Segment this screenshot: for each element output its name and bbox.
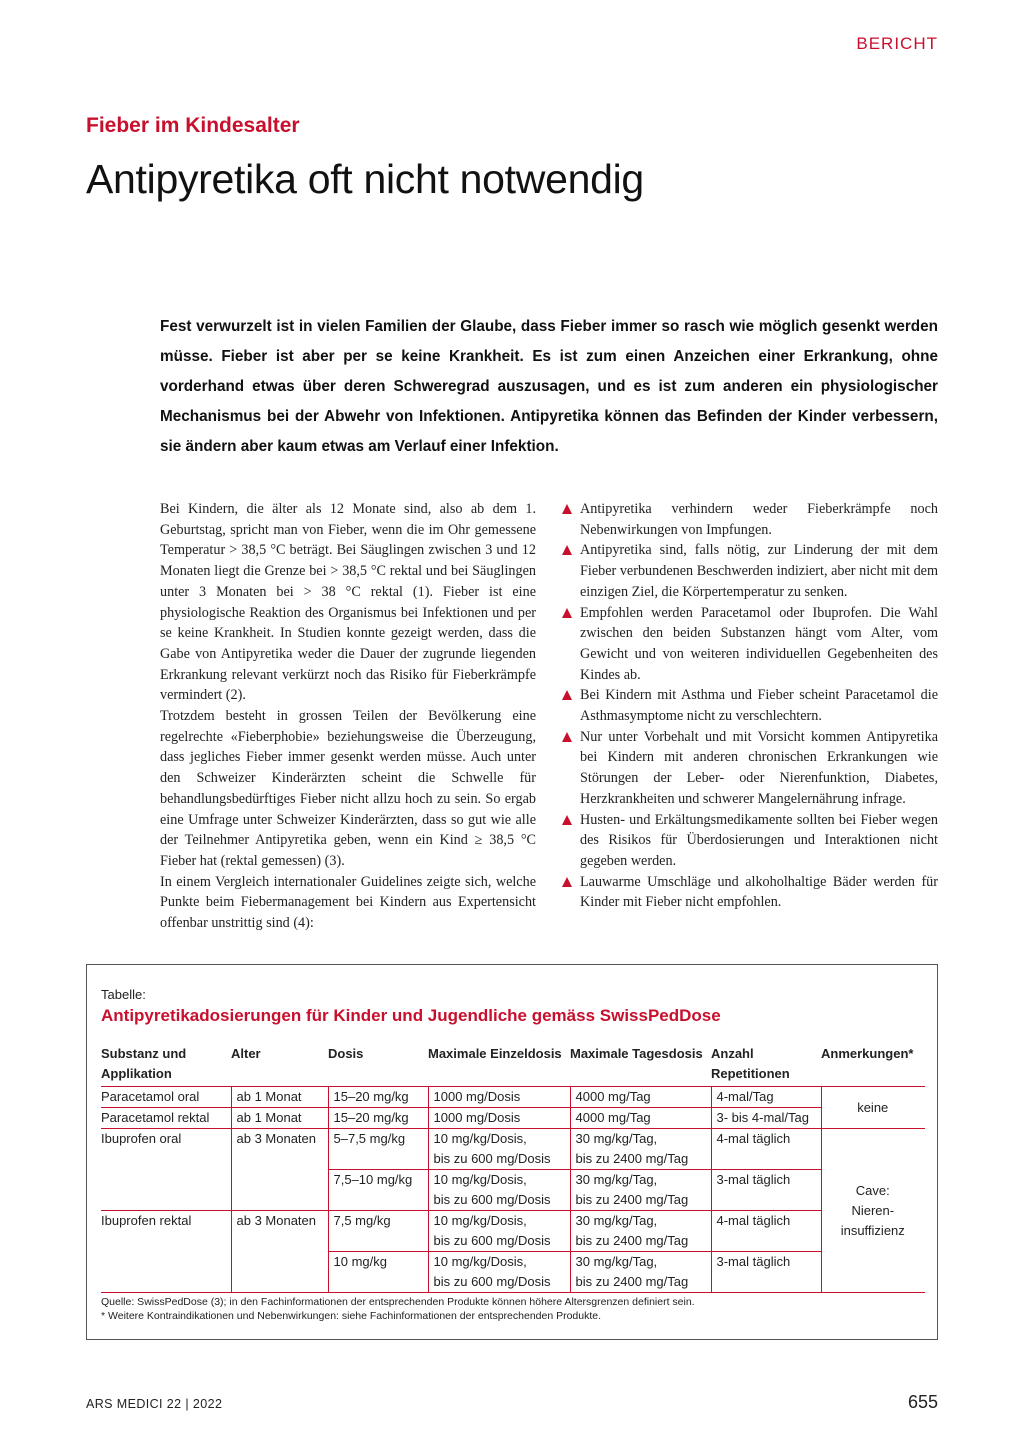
table-source-note: Quelle: SwissPedDose (3); in den Fachinformationen der entsprechenden Produkte können höhere Altersgrenzen definiert sein. [101, 1296, 695, 1308]
table-row [101, 1087, 925, 1108]
table-cell: 30 mg/kg/Tag, bis zu 2400 mg/Tag [570, 1211, 711, 1252]
column-header: Substanz und Applikation [101, 1043, 231, 1087]
column-header: Maximale Einzeldosis [428, 1043, 570, 1087]
article-title: Antipyretika oft nicht notwendig [86, 156, 644, 202]
table-cell: 3-mal täglich [711, 1170, 821, 1211]
table-cell: 10 mg/kg/Dosis, bis zu 600 mg/Dosis [428, 1211, 570, 1252]
triangle-bullet-icon [562, 608, 572, 618]
column-header: Anzahl Repetitionen [711, 1043, 821, 1087]
triangle-bullet-icon [562, 690, 572, 700]
body-column-left [160, 499, 536, 934]
table-cell: 10 mg/kg/Dosis, bis zu 600 mg/Dosis [428, 1129, 570, 1170]
table-cell: 10 mg/kg/Dosis, bis zu 600 mg/Dosis [428, 1170, 570, 1211]
body-paragraph: Trotzdem besteht in grossen Teilen der Bevölkerung eine regelrechte «Fieberphobie» beziehungsweise die Überzeugung, dass jegliches Fieber immer gesenkt werden müsse. Auch unter den Schweizer Kinderärzten scheint die Schwelle für behandlungsbedürftiges Fieber nicht allzu hoch zu sein. So ergab eine Umfrage unter Schweizer Kinderärzten, dass so gut wie alle der Teilnehmer Antipyretika geben, wenn ein Kind ≥ 38,5 °C Fieber hat (rektal gemessen) (3). [160, 708, 536, 869]
list-item-text: Bei Kindern mit Asthma und Fieber scheint Paracetamol die Asthmasymptome nicht zu verschlechtern. [580, 687, 938, 725]
table-cell: ab 1 Monat [231, 1108, 328, 1129]
table-cell: Ibuprofen oral [101, 1129, 231, 1211]
list-item [562, 810, 938, 872]
table-title: Antipyretikadosierungen für Kinder und Jugendliche gemäss SwissPedDose [101, 1006, 721, 1025]
body-column-right [562, 499, 938, 913]
list-item [562, 872, 938, 913]
table-footnote: * Weitere Kontraindikationen und Nebenwirkungen: siehe Fachinformationen der entsprechenden Produkte. [101, 1310, 602, 1322]
column-header: Maximale Tagesdosis [570, 1043, 711, 1087]
body-paragraph: In einem Vergleich internationaler Guidelines zeigte sich, welche Punkte beim Fiebermanagement bei Kindern aus Expertensicht offenbar unstrittig sind (4): [160, 873, 536, 932]
table-cell: 7,5–10 mg/kg [328, 1170, 428, 1211]
table-cell: 30 mg/kg/Tag, bis zu 2400 mg/Tag [570, 1129, 711, 1170]
list-item [562, 603, 938, 686]
list-item [562, 540, 938, 602]
table-cell: ab 3 Monaten [231, 1211, 328, 1293]
table-cell: 10 mg/kg [328, 1252, 428, 1293]
list-item-text: Antipyretika verhindern weder Fieberkrämpfe noch Nebenwirkungen von Impfungen. [580, 501, 938, 538]
remark-cell: keine [821, 1087, 925, 1129]
article-lead: Fest verwurzelt ist in vielen Familien der Glaube, dass Fieber immer so rasch wie möglich gesenkt werden müsse. Fieber ist aber per se keine Krankheit. Es ist zum einen Anzeichen einer Erkrankung, ohne vorderhand etwas über deren Schweregrad auszusagen, und es ist zum anderen ein physiologischer Mechanismus bei der Abwehr von Infektionen. Antipyretika können das Befinden der Kinder verbessern, sie ändern aber kaum etwas am Verlauf einer Infektion. [160, 318, 938, 455]
table-header-row [101, 1043, 925, 1087]
triangle-bullet-icon [562, 732, 572, 742]
article-kicker: Fieber im Kindesalter [86, 114, 300, 137]
table-row [101, 1108, 925, 1129]
table-row [101, 1211, 925, 1252]
table-cell: ab 3 Monaten [231, 1129, 328, 1211]
column-header: Dosis [328, 1043, 428, 1087]
remark-cell: Cave: Nieren- insuffizienz [821, 1129, 925, 1293]
triangle-bullet-icon [562, 504, 572, 514]
table-cell: 30 mg/kg/Tag, bis zu 2400 mg/Tag [570, 1170, 711, 1211]
table-label: Tabelle: [101, 987, 146, 1002]
table-cell: 1000 mg/Dosis [428, 1108, 570, 1129]
page-number: 655 [907, 1392, 938, 1412]
body-paragraph: Bei Kindern, die älter als 12 Monate sind, also ab dem 1. Geburtstag, spricht man von Fieber, wenn die im Ohr gemessene Temperatur > 38,5 °C beträgt. Bei Säuglingen zwischen 3 und 12 Monaten liegt die Grenze bei > 38,5 °C rektal und bei Säuglingen unter 3 Monaten bei > 38 °C rektal (1). Fieber ist eine physiologische Reaktion des Organismus bei Infektionen und per se keine Krankheit. In Studien konnte gezeigt werden, dass die Gabe von Antipyretika weder die Dauer der zugrunde liegenden Erkrankung relevant verkürzt noch das Risiko für Fieberkrämpfe vermindert (2). [160, 501, 536, 704]
list-item-text: Nur unter Vorbehalt und mit Vorsicht kommen Antipyretika bei Kindern mit anderen chronischen Erkrankungen wie Störungen der Leber- oder Nierenfunktion, Diabetes, Herzkrankheiten und schwerer Mangelernährung infrage. [580, 728, 938, 807]
list-item-text: Antipyretika sind, falls nötig, zur Linderung der mit dem Fieber verbundenen Beschwerden indiziert, aber nicht mit dem einzigen Ziel, die Körpertemperatur zu senken. [580, 542, 938, 600]
triangle-bullet-icon [562, 545, 572, 555]
table-cell: 3-mal täglich [711, 1252, 821, 1293]
list-item-text: Empfohlen werden Paracetamol oder Ibuprofen. Die Wahl zwischen den beiden Substanzen hängt vom Alter, vom Gewicht und von weiteren individuellen Gegebenheiten des Kindes ab. [580, 604, 938, 683]
key-points-list [562, 499, 938, 913]
table-cell: 30 mg/kg/Tag, bis zu 2400 mg/Tag [570, 1252, 711, 1293]
table-cell: 3- bis 4-mal/Tag [711, 1108, 821, 1129]
table-cell: 15–20 mg/kg [328, 1108, 428, 1129]
list-item-text: Lauwarme Umschläge und alkoholhaltige Bäder werden für Kinder mit Fieber nicht empfohlen. [580, 873, 938, 911]
list-item [562, 499, 938, 540]
table-cell: Ibuprofen rektal [101, 1211, 231, 1293]
table-cell: 4000 mg/Tag [570, 1087, 711, 1108]
table-cell: 4-mal/Tag [711, 1087, 821, 1108]
list-item [562, 727, 938, 810]
section-label: BERICHT [856, 34, 938, 53]
dosage-table-box [86, 964, 938, 1340]
table-cell: Paracetamol oral [101, 1087, 231, 1108]
table-cell: Paracetamol rektal [101, 1108, 231, 1129]
column-header: Anmerkungen* [821, 1043, 925, 1087]
column-header: Alter [231, 1043, 328, 1087]
triangle-bullet-icon [562, 815, 572, 825]
journal-issue: ARS MEDICI 22 | 2022 [86, 1397, 223, 1411]
dosage-table [101, 1043, 925, 1293]
table-cell: 4000 mg/Tag [570, 1108, 711, 1129]
table-cell: 7,5 mg/kg [328, 1211, 428, 1252]
table-cell: 4-mal täglich [711, 1129, 821, 1170]
table-cell: 4-mal täglich [711, 1211, 821, 1252]
table-cell: 10 mg/kg/Dosis, bis zu 600 mg/Dosis [428, 1252, 570, 1293]
table-row [101, 1129, 925, 1170]
list-item [562, 685, 938, 726]
table-cell: 15–20 mg/kg [328, 1087, 428, 1108]
triangle-bullet-icon [562, 877, 572, 887]
table-cell: ab 1 Monat [231, 1087, 328, 1108]
table-cell: 5–7,5 mg/kg [328, 1129, 428, 1170]
table-notes [101, 1295, 695, 1323]
table-cell: 1000 mg/Dosis [428, 1087, 570, 1108]
list-item-text: Husten- und Erkältungsmedikamente sollten bei Fieber wegen des Risikos für Überdosierungen und Interaktionen nicht gegeben werden. [580, 811, 938, 869]
